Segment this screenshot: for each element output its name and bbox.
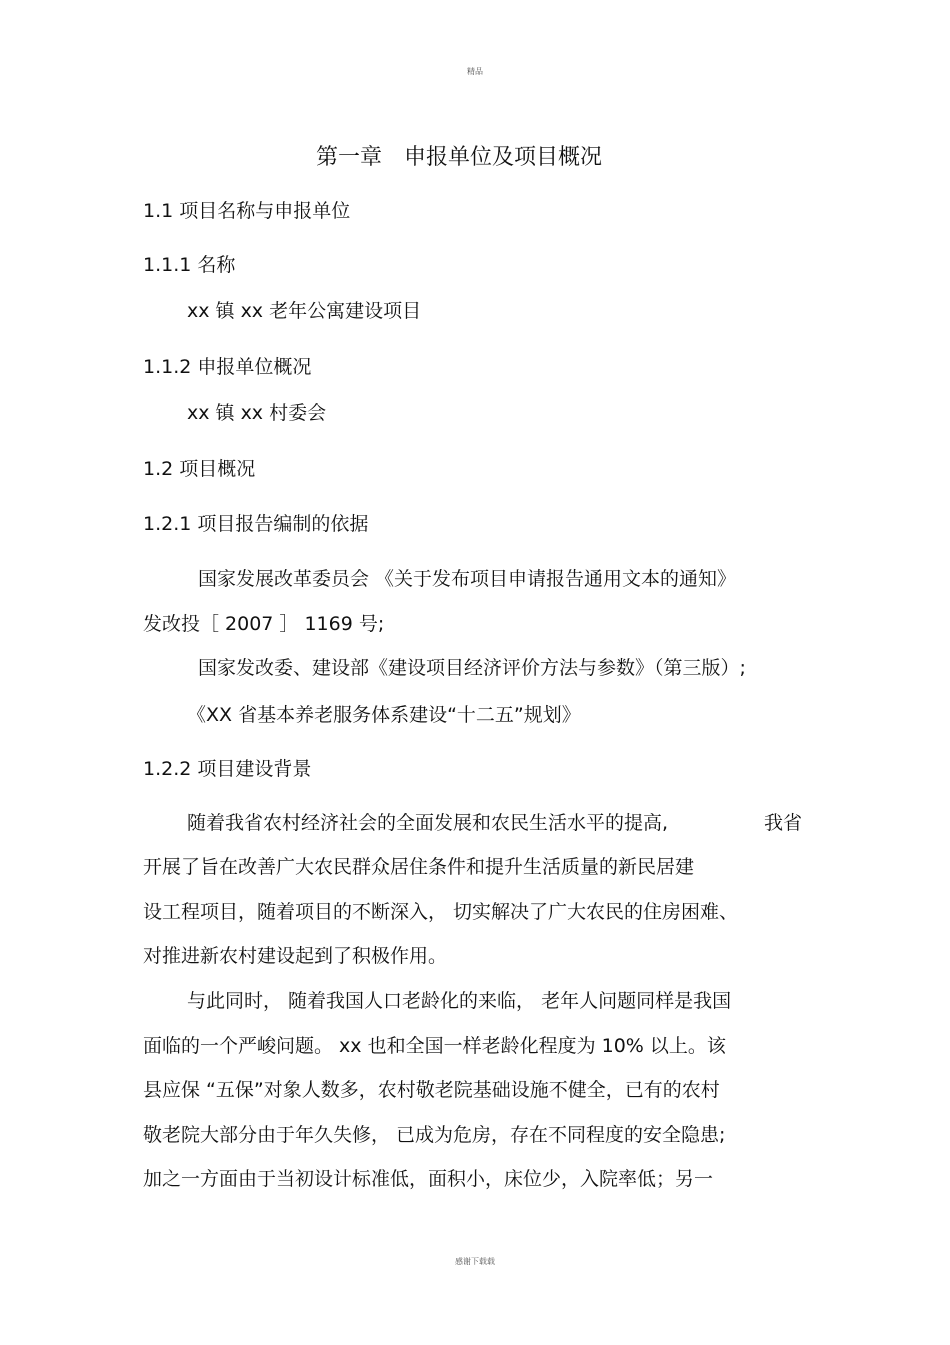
paragraph-1-line-1-end: 我省 <box>764 812 803 834</box>
heading-1-1-1: 1.1.1 名称 <box>143 254 236 276</box>
paragraph-1-line-2: 开展了旨在改善广大农民群众居住条件和提升生活质量的新民居建 <box>143 856 695 878</box>
paragraph-2-line-2: 面临的一个严峻问题。 xx 也和全国一样老龄化程度为 10% 以上。该 <box>143 1035 726 1057</box>
page-footer: 感谢下载载 <box>455 1257 495 1266</box>
basis-line-2: 国家发改委、建设部《建设项目经济评价方法与参数》（第三版）; <box>198 657 746 679</box>
heading-1-2-1: 1.2.1 项目报告编制的依据 <box>143 513 369 535</box>
heading-1-2: 1.2 项目概况 <box>143 458 256 480</box>
chapter-title: 第一章 申报单位及项目概况 <box>316 145 603 170</box>
heading-1-1-2: 1.1.2 申报单位概况 <box>143 356 312 378</box>
paragraph-2-line-4: 敬老院大部分由于年久失修， 已成为危房，存在不同程度的安全隐患; <box>143 1124 726 1146</box>
page-header: 精品 <box>467 67 483 76</box>
basis-line-1: 国家发展改革委员会 《关于发布项目申请报告通用文本的通知》 <box>198 568 737 590</box>
paragraph-2-line-3: 县应保 “五保”对象人数多，农村敬老院基础设施不健全，已有的农村 <box>143 1079 720 1101</box>
paragraph-1-line-1: 随着我省农村经济社会的全面发展和农民生活水平的提高, <box>187 812 669 834</box>
paragraph-1-line-4: 对推进新农村建设起到了积极作用。 <box>143 945 448 967</box>
paragraph-2-line-5: 加之一方面由于当初设计标准低，面积小，床位少，入院率低；另一 <box>143 1168 714 1190</box>
project-name: xx 镇 xx 老年公寓建设项目 <box>187 300 422 322</box>
basis-line-3: 《XX 省基本养老服务体系建设“十二五”规划》 <box>187 704 581 726</box>
basis-line-1-cont: 发改投［ 2007 ］ 1169 号; <box>143 613 385 635</box>
heading-1-1: 1.1 项目名称与申报单位 <box>143 200 351 222</box>
paragraph-2-line-1: 与此同时， 随着我国人口老龄化的来临， 老年人问题同样是我国 <box>187 990 732 1012</box>
paragraph-1-line-3: 设工程项目，随着项目的不断深入， 切实解决了广大农民的住房困难、 <box>143 901 739 923</box>
heading-1-2-2: 1.2.2 项目建设背景 <box>143 758 312 780</box>
applicant-unit: xx 镇 xx 村委会 <box>187 402 327 424</box>
